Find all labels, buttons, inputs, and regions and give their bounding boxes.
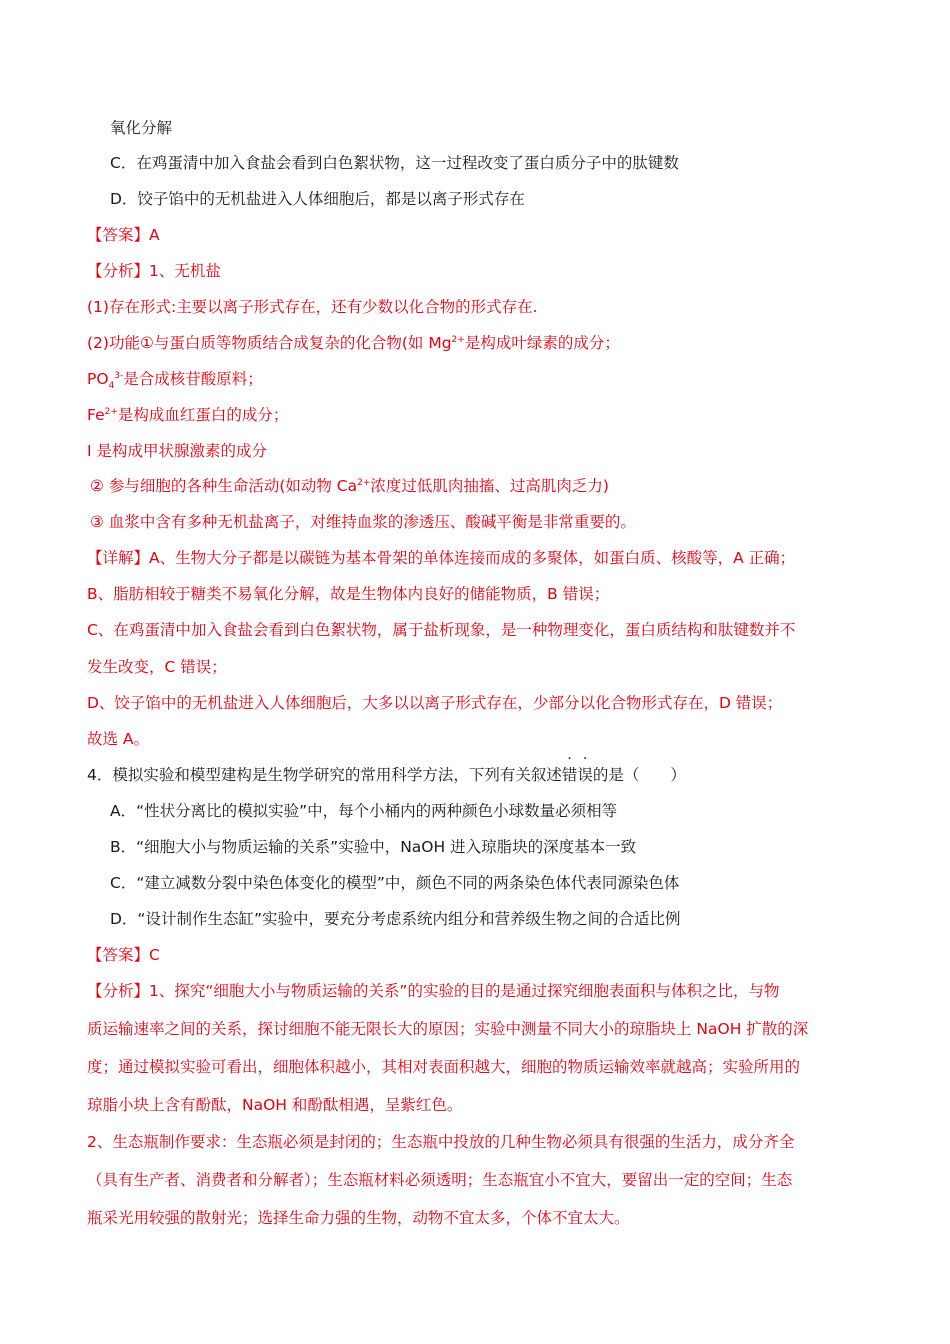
analysis-label: 【分析】 [87,262,150,280]
question-4-option-d: D．“设计制作生态缸”实验中，要充分考虑系统内组分和营养级生物之间的合适比例 [110,910,681,928]
analysis-3-line3 [87,333,620,353]
emphasis-char: 误 [577,766,593,784]
question-4-option-b: B．“细胞大小与物质运输的关系”实验中，NaOH 进入琼脂块的深度基本一致 [110,838,637,856]
text-segment: 的是（ ） [592,766,686,784]
text-segment: 是构成叶绿素的成分； [464,334,620,352]
detail-3-line2: B、脂肪相较于糖类不易氧化分解，故是生物体内良好的储能物质，B 错误； [87,585,610,603]
answer-3 [87,225,160,245]
superscript: 2+ [451,334,465,345]
analysis-4-line7: 瓶采光用较强的散射光；选择生命力强的生物，动物不宜太多，个体不宜太大。 [87,1209,630,1227]
text-segment: 浓度过低肌肉抽搐、过高肌肉乏力) [370,477,609,495]
text-segment: (2)功能①与蛋白质等物质结合成复杂的化合物(如 Mg [87,334,452,352]
analysis-3-line4 [87,369,263,392]
detail-3-line6: 故选 A。 [87,730,150,748]
superscript: 2+ [357,477,371,488]
answer-value: A [149,226,160,244]
analysis-3-line5 [87,405,288,425]
subscript: 4 [108,381,115,392]
detail-3-line4: 发生改变，C 错误； [87,658,227,676]
answer-label: 【答案】 [87,226,150,244]
analysis-label: 【分析】 [87,982,150,1000]
detail-label: 【详解】 [87,549,150,567]
analysis-3-line6: I 是构成甲状腺激素的成分 [87,442,267,460]
analysis-3-heading [87,261,221,281]
analysis-4-line3: 度；通过模拟实验可看出，细胞体积越小，其相对表面积越大，细胞的物质运输效率就越高；实验所用的 [87,1058,801,1076]
text-segment: ② 参与细胞的各种生命活动(如动物 Ca [90,477,358,495]
prev-option-b-continued: 氧化分解 [110,119,173,137]
superscript: 2+ [104,406,118,417]
analysis-line: 1、探究“细胞大小与物质运输的关系”的实验的目的是通过探究细胞表面积与体积之比，与物 [149,982,780,1000]
detail-line: A、生物大分子都是以碳链为基本骨架的单体连接而成的多聚体，如蛋白质、核酸等，A 正确； [149,549,796,567]
detail-3-line3: C、在鸡蛋清中加入食盐会看到白色絮状物，属于盐析现象，是一种物理变化，蛋白质结构和肽键数并不 [87,621,796,639]
text-segment: PO [87,370,109,388]
text-segment: 是构成血红蛋白的成分； [117,406,289,424]
superscript: 3- [114,370,124,381]
analysis-3-line7 [90,476,609,496]
emphasis-char: 错 [561,766,578,784]
question-4-option-c: C．“建立减数分裂中染色体变化的模型”中，颜色不同的两条染色体代表同源染色体 [110,874,680,892]
prev-option-c: C．在鸡蛋清中加入食盐会看到白色絮状物，这一过程改变了蛋白质分子中的肽键数 [110,154,679,172]
analysis-3-line8: ③ 血浆中含有多种无机盐离子，对维持血浆的渗透压、酸碱平衡是非常重要的。 [90,513,636,531]
question-4-option-a: A．“性状分离比的模拟实验”中，每个小桶内的两种颜色小球数量必须相等 [110,802,618,820]
analysis-4-line4: 琼脂小块上含有酚酞，NaOH 和酚酞相遇，呈紫红色。 [87,1096,463,1114]
question-4-stem [87,765,686,785]
analysis-4-line2: 质运输速率之间的关系，探讨细胞不能无限长大的原因；实验中测量不同大小的琼脂块上 NaOH 扩散的深 [87,1020,809,1038]
analysis-4-line1 [87,981,779,1001]
answer-value: C [149,946,160,964]
detail-3-line5: D、饺子馅中的无机盐进入人体细胞后，大多以以离子形式存在，少部分以化合物形式存在，D 错误； [87,694,783,712]
text-segment: Fe [87,406,105,424]
answer-label: 【答案】 [87,946,150,964]
prev-option-d: D．饺子馅中的无机盐进入人体细胞后，都是以离子形式存在 [110,190,525,208]
analysis-4-line5: 2、生态瓶制作要求：生态瓶必须是封闭的；生态瓶中投放的几种生物必须具有很强的生活力，成分齐全 [87,1133,795,1151]
text-segment: 4．模拟实验和模型建构是生物学研究的常用科学方法，下列有关叙述 [87,766,562,784]
detail-3-line1 [87,548,795,568]
analysis-4-line6: （具有生产者、消费者和分解者）；生态瓶材料必须透明；生态瓶宜小不宜大，要留出一定的空间；生态 [87,1171,793,1189]
answer-4 [87,945,160,965]
analysis-line: 1、无机盐 [149,262,221,280]
text-segment: 是合成核苷酸原料； [123,370,263,388]
analysis-3-line2: (1)存在形式:主要以离子形式存在，还有少数以化合物的形式存在. [87,298,538,316]
